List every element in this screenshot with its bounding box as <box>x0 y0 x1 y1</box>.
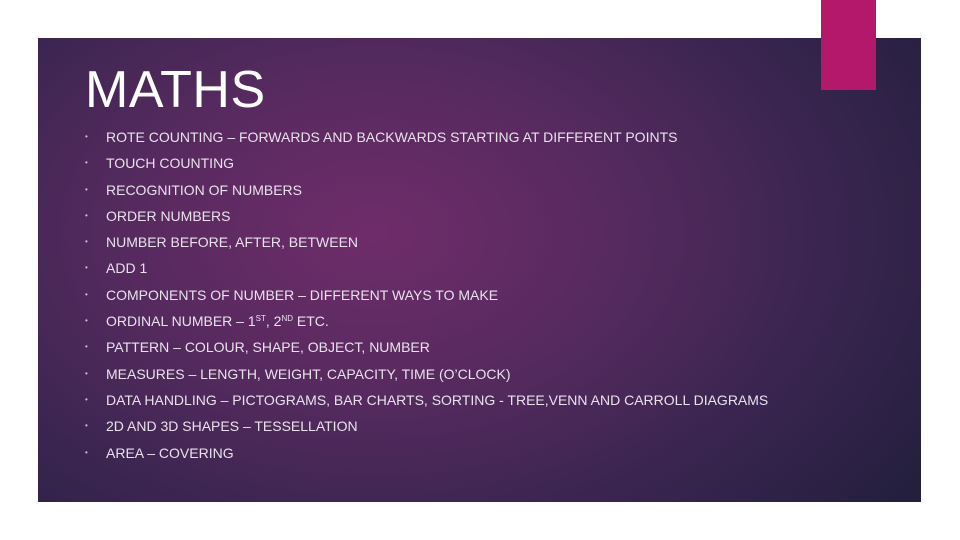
bullet-icon: • <box>85 210 88 220</box>
ordinal-suffix-nd: ND <box>281 314 293 324</box>
list-item-text <box>106 310 329 332</box>
bullet-icon: • <box>85 158 88 168</box>
bullet-icon: • <box>85 316 88 326</box>
bullet-icon: • <box>85 132 88 141</box>
accent-tab <box>821 0 876 90</box>
list-item-text: DATA HANDLING – PICTOGRAMS, BAR CHARTS, SORTING - TREE,VENN AND CARROLL DIAGRAMS <box>106 391 769 408</box>
ordinal-text-start: ORDINAL NUMBER – 1 <box>106 313 256 330</box>
bullet-icon: • <box>85 289 88 299</box>
slide-title: MATHS <box>85 61 266 119</box>
bullet-icon: • <box>85 342 88 352</box>
bullet-icon: • <box>85 368 88 378</box>
ordinal-text-mid: , 2 <box>265 313 282 330</box>
list-item-text: AREA – COVERING <box>106 444 234 461</box>
bullet-icon: • <box>85 447 88 457</box>
list-item-text: ADD 1 <box>106 260 148 277</box>
ordinal-text-tail: ETC. <box>293 313 329 330</box>
bullet-icon: • <box>85 263 88 273</box>
list-item-text: 2D AND 3D SHAPES – TESSELLATION <box>106 418 358 435</box>
ordinal-suffix-st: ST <box>255 314 266 324</box>
bullet-icon: • <box>85 184 88 194</box>
list-item-text: MEASURES – LENGTH, WEIGHT, CAPACITY, TIME (O’CLOCK) <box>106 365 511 382</box>
list-item-text: ORDER NUMBERS <box>106 207 231 224</box>
bullet-icon: • <box>85 421 88 431</box>
list-item-text: PATTERN – COLOUR, SHAPE, OBJECT, NUMBER <box>106 339 430 356</box>
list-item-text: ROTE COUNTING – FORWARDS AND BACKWARDS STARTING AT DIFFERENT POINTS <box>106 129 678 145</box>
bullet-icon: • <box>85 237 88 247</box>
list-item-text: COMPONENTS OF NUMBER – DIFFERENT WAYS TO MAKE <box>106 286 499 303</box>
list-item-text: NUMBER BEFORE, AFTER, BETWEEN <box>106 234 359 251</box>
bullet-icon: • <box>85 394 88 404</box>
list-item-text: RECOGNITION OF NUMBERS <box>106 181 303 198</box>
list-item-text: TOUCH COUNTING <box>106 155 235 172</box>
